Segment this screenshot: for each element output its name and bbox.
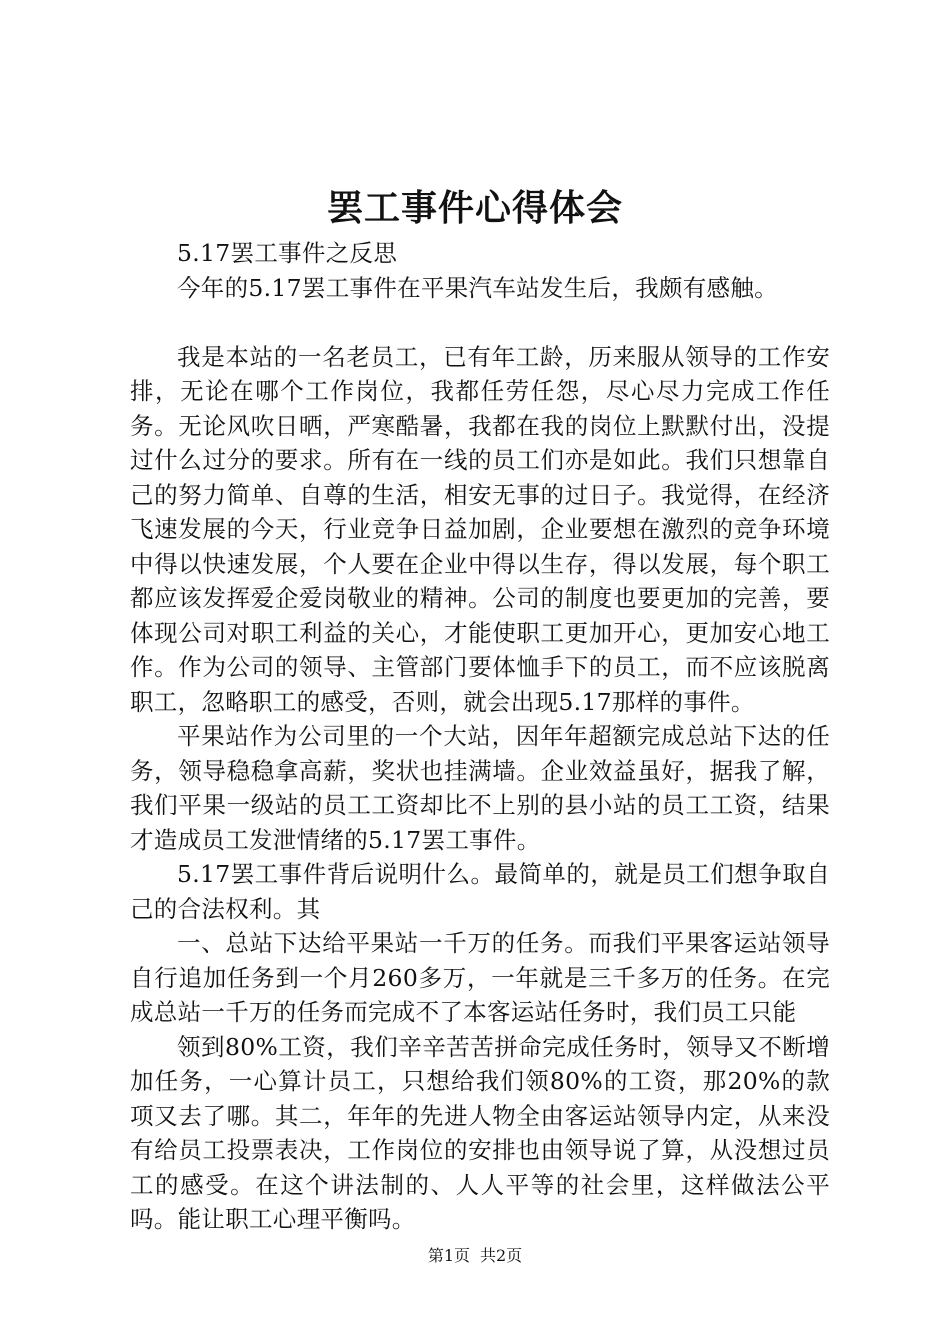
page-number-current: 第1页 — [427, 1246, 470, 1265]
page-number-total: 共2页 — [480, 1246, 523, 1265]
page-footer — [0, 1244, 950, 1268]
page-title: 罢工事件心得体会 — [326, 187, 623, 229]
body-paragraph: 平果站作为公司里的一个大站，因年年超额完成总站下达的任务，领导稳稳拿高薪，奖状也挂满墙。企业效益虽好，据我了解，我们平果一级站的员工工资却比不上别的县小站的员工工资，结果才造成员工发泄情绪的5.17罢工事件。 — [130, 722, 830, 854]
body-paragraph: 一、总站下达给平果站一千万的任务。而我们平果客运站领导自行追加任务到一个月260多万，一年就是三千多万的任务。在完成总站一千万的任务而完成不了本客运站任务时，我们员工只能 — [130, 929, 830, 1026]
body-paragraph: 5.17罢工事件背后说明什么。最简单的，就是员工们想争取自己的合法权利。其 — [130, 860, 830, 923]
body-paragraph: 我是本站的一名老员工，已有年工龄，历来服从领导的工作安排，无论在哪个工作岗位，我都任劳任怨，尽心尽力完成工作任务。无论风吹日晒，严寒酷暑，我都在我的岗位上默默付出，没提过什么过分的要求。所有在一线的员工们亦是如此。我们只想靠自己的努力简单、自尊的生活，相安无事的过日子。我觉得，在经济飞速发展的今天，行业竞争日益加剧，企业要想在激烈的竞争环境中得以快速发展，个人要在企业中得以生存，得以发展，每个职工都应该发挥爱企爱岗敬业的精神。公司的制度也要更加的完善，要体现公司对职工利益的关心，才能使职工更加开心，更加安心地工作。作为公司的领导、主管部门要体恤手下的员工，而不应该脱离职工，忽略职工的感受，否则，就会出现5.17那样的事件。 — [130, 342, 830, 716]
document-body — [130, 236, 830, 1237]
body-paragraph: 领到80%工资，我们辛辛苦苦拼命完成任务时，领导又不断增加任务，一心算计员工，只想给我们领80%的工资，那20%的款项又去了哪。其二，年年的先进人物全由客运站领导内定，从来没有给员工投票表决，工作岗位的安排也由领导说了算，从没想过员工的感受。在这个讲法制的、人人平等的社会里，这样做法公平吗。能让职工心理平衡吗。 — [130, 1032, 830, 1233]
subtitle-paragraph: 5.17罢工事件之反思 — [177, 239, 398, 267]
intro-paragraph: 今年的5.17罢工事件在平果汽车站发生后，我颇有感触。 — [177, 273, 778, 302]
